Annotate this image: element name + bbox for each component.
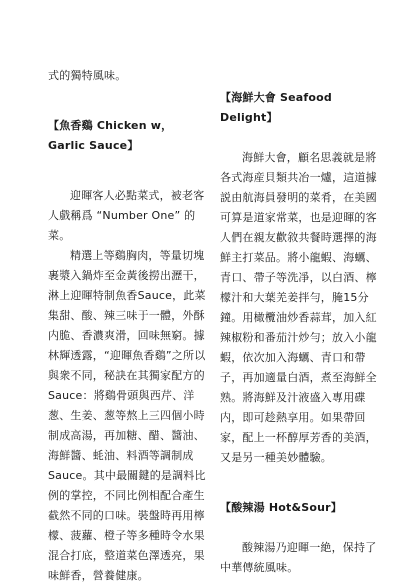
heading-garlic-chicken: 【魚香鷄 Chicken w，Garlic Sauce】 xyxy=(48,119,173,152)
right-column xyxy=(220,88,380,578)
spacer xyxy=(48,156,208,186)
intro-tail-text: 式的獨特風味。 xyxy=(48,69,127,82)
paragraph-garlic-chicken-recipe: 精選上等鷄胸肉，等量切塊裹漿入鍋炸至金黃後撈出瀝干，淋上迎暉特制魚香Sauce，此菜集甜、酸、辣三味于一體，外酥内脆、香濃爽滑，回味無窮。據林輝透露，“迎暉魚香鷄”之所以與衆不同，秘訣在其獨家配方的Sauce：將鷄骨頭與西芹、洋葱、生姜、葱等熬上三四個小時制成高湯，再加糖、醋、醬油、海鮮醬、蚝油、料酒等調制成Sauce。其中最關鍵的是調料比例的掌控，不同比例相配合產生截然不同的口味。裝盤時再用檸檬、菠蘿、橙子等多種時令水果混合打底，整道菜色澤透亮，果味鮮香，營養健康。 xyxy=(48,249,206,582)
spacer xyxy=(48,86,208,116)
paragraph-hot-sour-soup: 酸辣湯乃迎暉一絶，保持了中華傳統風味。 xyxy=(220,541,377,574)
paragraph-garlic-chicken-intro: 迎暉客人必點菜式，被老客人戲稱爲 “Number One” 的菜。 xyxy=(48,189,205,242)
heading-seafood-delight: 【海鮮大會 Seafood Delight】 xyxy=(220,91,333,124)
paragraph-seafood-delight: 海鮮大會，顧名思義就是將各式海産貝類共冶一爐，這道據説由航海員發明的菜肴，在美國可算是道家常菜，也是迎暉的客人們在親友歡敘共餐時選擇的海鮮主打菜品。將小龍蝦、海蠣、青口、帶子等洗凈，以白酒、檸檬汁和大葉羌姜拌勻，腌15分鐘。用橄欖油炒香蒜茸，加入紅辣椒粉和番茄汁炒勻；放入小龍蝦，依次加入海蠣、青口和帶子，再加適量白酒，煮至海鮮全熟。將海鮮及汁液盛入專用碟内，即可趁熱享用。如果帶回家，配上一杯醇厚芳香的美酒，又是另一種美妙體驗。 xyxy=(220,151,377,464)
spacer xyxy=(220,518,380,538)
heading-hot-sour-soup: 【酸辣湯 Hot&Sour】 xyxy=(220,501,342,514)
spacer xyxy=(220,128,380,148)
spacer xyxy=(220,468,380,498)
left-column xyxy=(48,66,208,586)
